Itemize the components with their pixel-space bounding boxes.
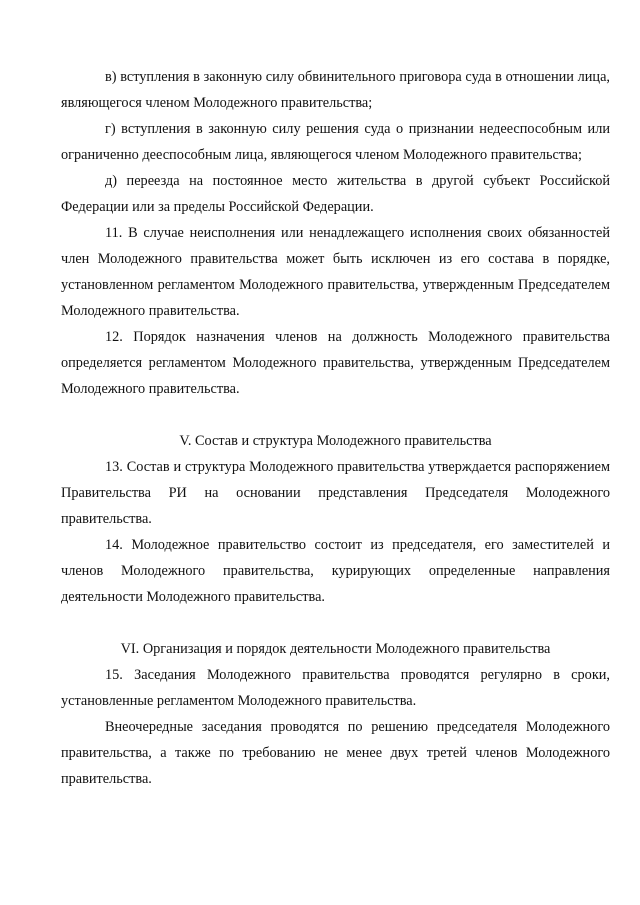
paragraph-14: 14. Молодежное правительство состоит из председателя, его заместителей и членов Молодежного правительства, курирующих определенные направления деятельности Молодежного правительства. <box>61 537 610 605</box>
section-spacer <box>61 402 610 428</box>
paragraph-13: 13. Состав и структура Молодежного правительства утверждается распоряжением Правительства РИ на основании представления Председателя Молодежного правительства. <box>61 459 610 527</box>
paragraph-12: 12. Порядок назначения членов на должность Молодежного правительства определяется регламентом Молодежного правительства, утвержденным Председателем Молодежного правительства. <box>61 329 610 397</box>
paragraph-15: 15. Заседания Молодежного правительства проводятся регулярно в сроки, установленные регламентом Молодежного правительства. <box>61 667 610 709</box>
section-spacer <box>61 610 610 636</box>
section-6-heading: VI. Организация и порядок деятельности Молодежного правительства <box>120 641 551 657</box>
section-5-heading: V. Состав и структура Молодежного правительства <box>179 433 492 449</box>
paragraph-extraordinary-meetings: Внеочередные заседания проводятся по решению председателя Молодежного правительства, а также по требованию не менее двух третей членов Молодежного правительства. <box>61 719 610 787</box>
paragraph-11: 11. В случае неисполнения или ненадлежащего исполнения своих обязанностей член Молодежного правительства может быть исключен из его состава в порядке, установленном регламентом Молодежного правительства, утвержденным Председателем Молодежного правительства. <box>61 225 610 319</box>
paragraph-clause-d: д) переезда на постоянное место жительства в другой субъект Российской Федерации или за пределы Российской Федерации. <box>61 173 610 215</box>
paragraph-clause-g: г) вступления в законную силу решения суда о признании недееспособным или ограниченно дееспособным лица, являющегося членом Молодежного правительства; <box>61 121 610 163</box>
paragraph-clause-v: в) вступления в законную силу обвинительного приговора суда в отношении лица, являющегося членом Молодежного правительства; <box>61 69 610 111</box>
